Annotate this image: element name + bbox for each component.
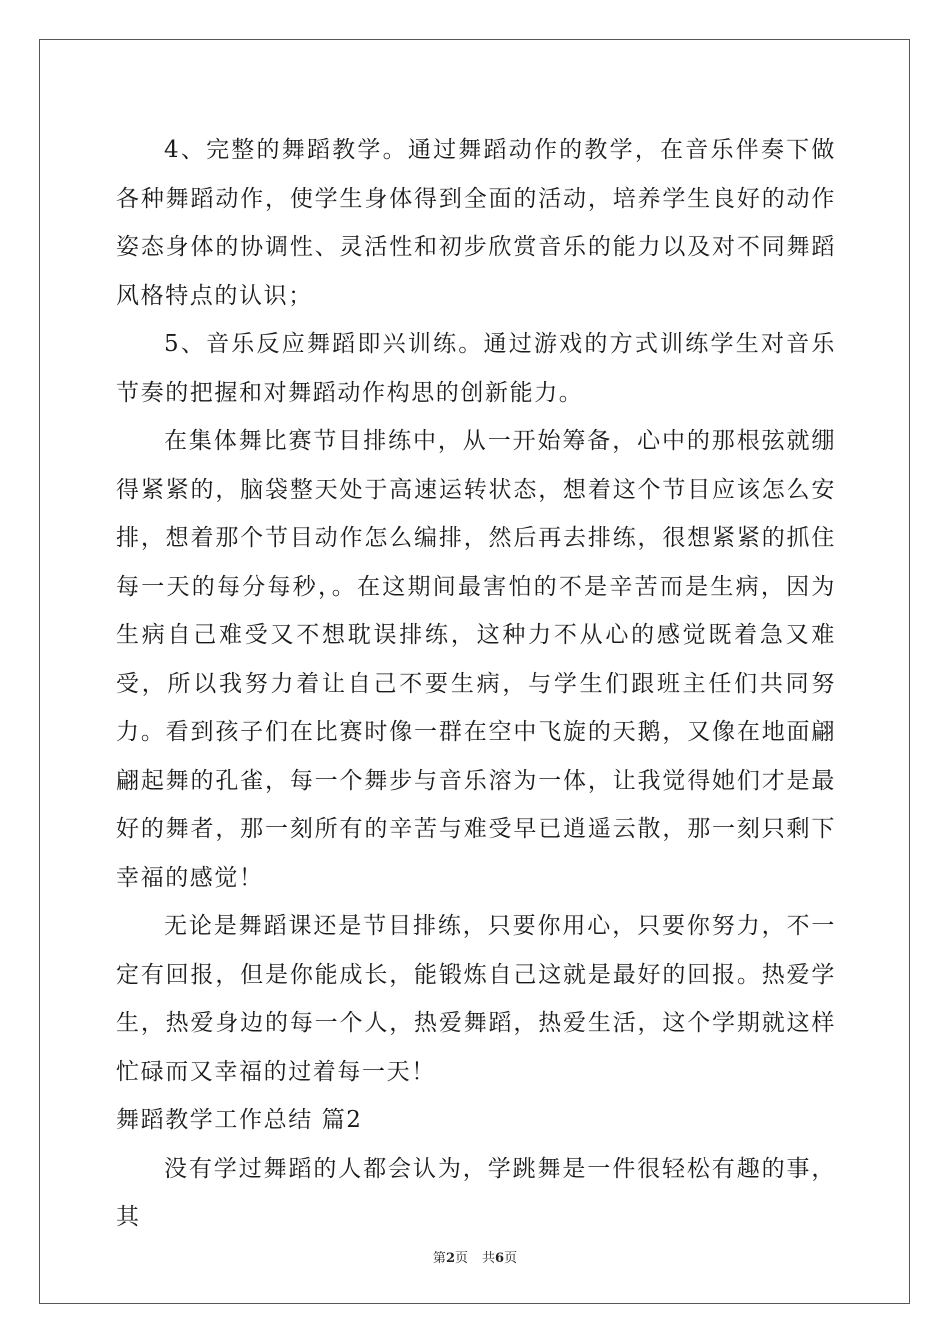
paragraph-item-4: 4、完整的舞蹈教学。通过舞蹈动作的教学，在音乐伴奏下做各种舞蹈动作，使学生身体得到全面的活动，培养学生良好的动作姿态身体的协调性、灵活性和初步欣赏音乐的能力以及对不同舞蹈风格特点的认识；: [116, 137, 836, 309]
document-body: [116, 126, 836, 1242]
footer-page-suffix: 页: [454, 1251, 468, 1266]
footer-total-pages: 6: [495, 1251, 505, 1266]
paragraph-rehearsal: 在集体舞比赛节目排练中，从一开始筹备，心中的那根弦就绷得紧紧的，脑袋整天处于高速运转状态，想着这个节目应该怎么安排，想着那个节目动作怎么编排，然后再去排练，很想紧紧的抓住每一天的每分每秒，。在这期间最害怕的不是辛苦而是生病，因为生病自己难受又不想耽误排练，这种力不从心的感觉既着急又难受，所以我努力着让自己不要生病，与学生们跟班主任们共同努力。看到孩子们在比赛时像一群在空中飞旋的天鹅，又像在地面翩翩起舞的孔雀，每一个舞步与音乐溶为一体，让我觉得她们才是最好的舞者，那一刻所有的辛苦与难受早已逍遥云散，那一刻只剩下幸福的感觉！: [116, 428, 836, 891]
section-heading: 舞蹈教学工作总结 篇2: [116, 1107, 363, 1133]
footer-page-number: 2: [445, 1251, 455, 1266]
footer-total-suffix: 页: [504, 1251, 518, 1266]
paragraph-section2-opening: 没有学过舞蹈的人都会认为，学跳舞是一件很轻松有趣的事，其: [116, 1155, 836, 1230]
footer-total-prefix: 共: [482, 1251, 496, 1266]
paragraph-item-5: 5、音乐反应舞蹈即兴训练。通过游戏的方式训练学生对音乐节奏的把握和对舞蹈动作构思的创新能力。: [116, 331, 836, 406]
footer-page-prefix: 第: [432, 1251, 446, 1266]
page-footer: [0, 1247, 950, 1266]
paragraph-conclusion: 无论是舞蹈课还是节目排练，只要你用心，只要你努力，不一定有回报，但是你能成长，能锻炼自己这就是最好的回报。热爱学生，热爱身边的每一个人，热爱舞蹈，热爱生活，这个学期就这样忙碌而又幸福的过着每一天！: [116, 913, 836, 1085]
